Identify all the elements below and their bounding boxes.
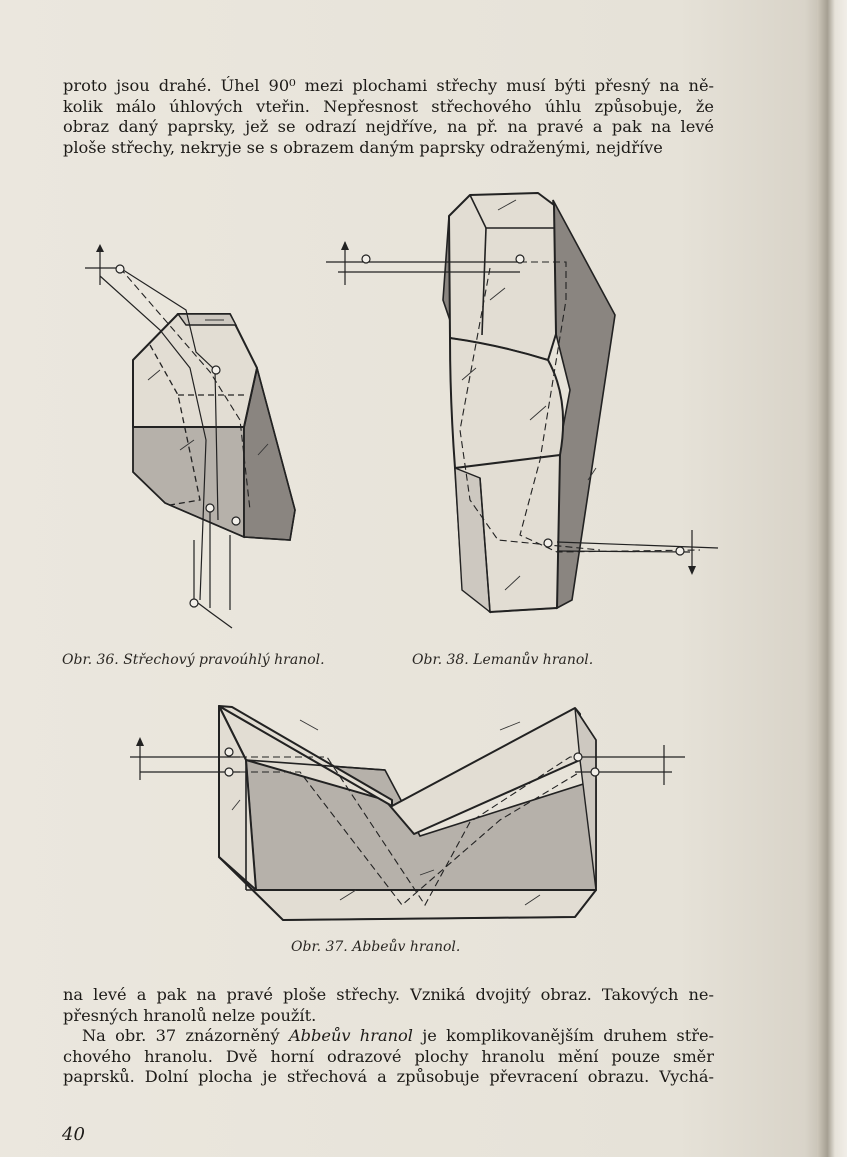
figure-37-caption: Obr. 37. Abbeův hranol. [291, 939, 461, 955]
text-line-with-term [63, 1026, 714, 1047]
term-abbe-prism: Abbeův hranol [288, 1026, 413, 1045]
text-fragment: Na obr. 37 znázorněný [82, 1026, 289, 1045]
figure-38-caption: Obr. 38. Lemanův hranol. [412, 652, 594, 668]
figure-36-roof-prism [85, 244, 295, 628]
figure-38-leman-prism [326, 193, 718, 612]
figure-36-caption: Obr. 36. Střechový pravoúhlý hranol. [62, 652, 325, 668]
text-line: přesných hranolů nelze použít. [63, 1005, 317, 1025]
text-line: paprsků. Dolní plocha je střechová a způsobuje převracení obrazu. Vychá- [63, 1067, 714, 1086]
text-line: proto jsou drahé. Úhel 90⁰ mezi plochami střechy musí býti přesný na ně- [63, 76, 714, 95]
figure-37-abbe-prism [130, 706, 685, 920]
paragraph-bottom [63, 985, 714, 1088]
text-line: na levé a pak na pravé ploše střechy. Vzniká dvojitý obraz. Takových ne- [63, 985, 714, 1004]
text-line: chového hranolu. Dvě horní odrazové plochy hranolu mění pouze směr [63, 1046, 714, 1066]
text-line: ploše střechy, nekryje se s obrazem daným paprsky odraženými, nejdříve [63, 137, 663, 157]
text-line: kolik málo úhlových vteřin. Nepřesnost střechového úhlu způsobuje, že [63, 96, 714, 116]
text-line: obraz daný paprsky, jež se odrazí nejdříve, na př. na pravé a pak na levé [63, 117, 714, 136]
page-number: 40 [62, 1124, 85, 1145]
text-fragment: je komplikovanějším druhem stře- [412, 1026, 715, 1045]
